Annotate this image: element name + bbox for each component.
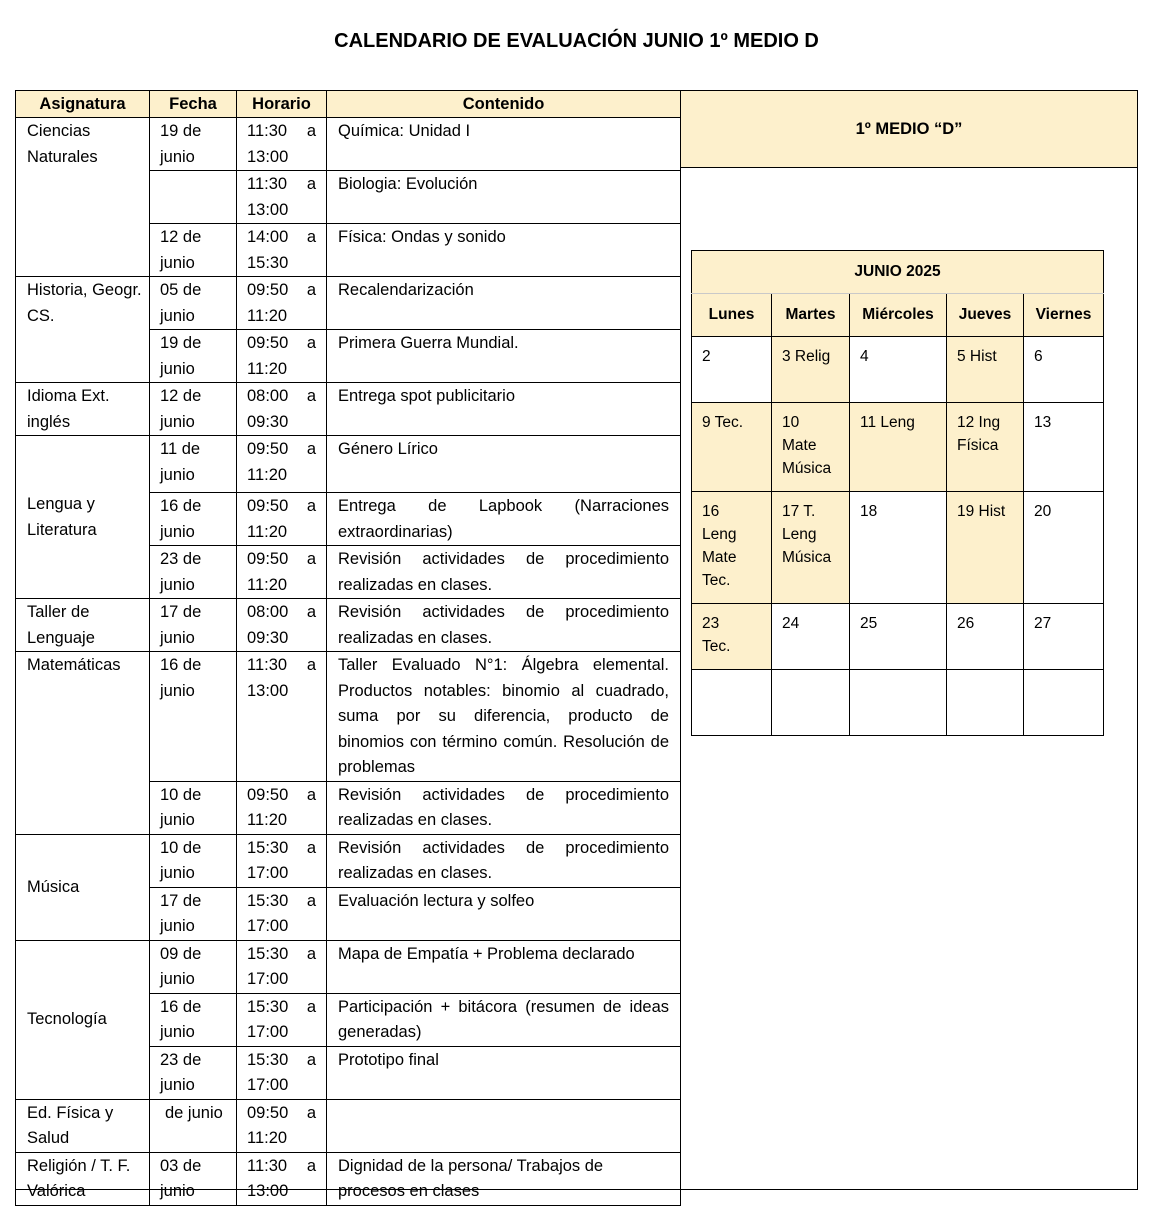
time-sep: a	[306, 997, 316, 1016]
page-title: CALENDARIO DE EVALUACIÓN JUNIO 1º MEDIO D	[334, 30, 819, 52]
time-to: 15:30	[247, 253, 289, 272]
table-row	[16, 118, 681, 171]
time-to: 11:20	[247, 359, 288, 378]
calendar-week	[692, 337, 1104, 403]
date-cell: 16 de junio	[150, 493, 237, 546]
time-from: 11:30	[247, 122, 288, 140]
date-cell: 10 de junio	[150, 834, 237, 887]
time-sep: a	[306, 440, 316, 458]
time-cell	[237, 834, 327, 887]
time-sep: a	[306, 656, 316, 674]
time-cell	[237, 171, 327, 224]
time-to: 13:00	[247, 1182, 289, 1200]
time-sep: a	[306, 122, 316, 140]
calendar-week	[692, 492, 1104, 604]
time-sep: a	[306, 1050, 316, 1069]
content-cell: Dignidad de la persona/ Trabajos de procesos en clases	[327, 1152, 681, 1205]
time-sep: a	[306, 1103, 316, 1122]
header-content: Contenido	[327, 91, 681, 118]
content-cell: Participación + bitácora (resumen de ideas generadas)	[327, 993, 681, 1046]
calendar-day: 25	[850, 604, 947, 670]
subject-cell: Historia, Geogr. CS.	[16, 277, 150, 383]
content-cell: Género Lírico	[327, 436, 681, 493]
date-cell: 17 de junio	[150, 887, 237, 940]
time-to: 09:30	[247, 628, 289, 647]
time-to: 17:00	[247, 917, 289, 935]
content-cell: Entrega spot publicitario	[327, 383, 681, 436]
table-row	[16, 436, 681, 493]
table-row	[16, 834, 681, 887]
time-sep: a	[306, 891, 316, 910]
time-from: 09:50	[247, 497, 289, 515]
time-sep: a	[306, 228, 316, 246]
calendar-day: 11 Leng	[850, 403, 947, 492]
date-cell: 12 de junio	[150, 383, 237, 436]
content-cell: Mapa de Empatía + Problema declarado	[327, 940, 681, 993]
time-sep: a	[306, 334, 316, 352]
content-cell: Primera Guerra Mundial.	[327, 330, 681, 383]
time-from: 08:00	[247, 603, 289, 621]
calendar-week	[692, 403, 1104, 492]
time-from: 09:50	[247, 281, 289, 299]
time-cell	[237, 277, 327, 330]
calendar-day: 20	[1024, 492, 1104, 604]
calendar-week	[692, 670, 1104, 736]
table-row	[16, 277, 681, 330]
date-cell: 10 de junio	[150, 781, 237, 834]
calendar-day	[947, 670, 1024, 736]
subject-cell: Idioma Ext. inglés	[16, 383, 150, 436]
day-header-tuesday: Martes	[772, 294, 850, 337]
date-cell: 03 de junio	[150, 1152, 237, 1205]
time-to: 11:20	[247, 465, 288, 484]
calendar-day: 2	[692, 337, 772, 403]
time-sep: a	[306, 785, 316, 804]
date-cell: 19 de junio	[150, 330, 237, 383]
time-sep: a	[306, 550, 316, 568]
calendar-day: 12 Ing Física	[947, 403, 1024, 492]
date-cell: 16 de junio	[150, 993, 237, 1046]
table-row	[16, 383, 681, 436]
content-cell: Recalendarización	[327, 277, 681, 330]
subject-cell: Matemáticas	[16, 652, 150, 835]
calendar-day: 17 T. Leng Música	[772, 492, 850, 604]
time-sep: a	[306, 387, 316, 405]
time-from: 15:30	[247, 997, 289, 1016]
time-sep: a	[306, 944, 316, 963]
content-cell: Biologia: Evolución	[327, 171, 681, 224]
content-cell: Revisión actividades de procedimiento realizadas en clases.	[327, 599, 681, 652]
time-to: 17:00	[247, 1023, 289, 1041]
time-from: 15:30	[247, 838, 289, 857]
time-sep: a	[306, 281, 316, 299]
date-cell: 16 de junio	[150, 652, 237, 782]
time-sep: a	[306, 497, 316, 515]
day-header-thursday: Jueves	[947, 294, 1024, 337]
calendar-day: 18	[850, 492, 947, 604]
time-from: 11:30	[247, 175, 288, 193]
calendar-day	[850, 670, 947, 736]
calendar-day: 27	[1024, 604, 1104, 670]
date-cell: 23 de junio	[150, 546, 237, 599]
calendar-day: 6	[1024, 337, 1104, 403]
time-cell	[237, 940, 327, 993]
calendar-day: 13	[1024, 403, 1104, 492]
time-sep: a	[306, 838, 316, 857]
time-from: 11:30	[247, 1156, 288, 1175]
table-row	[16, 940, 681, 993]
time-cell	[237, 1099, 327, 1152]
time-from: 15:30	[247, 944, 289, 963]
content-cell: Prototipo final	[327, 1046, 681, 1099]
time-to: 09:30	[247, 412, 289, 431]
calendar-day: 5 Hist	[947, 337, 1024, 403]
header-time: Horario	[237, 91, 327, 118]
time-cell	[237, 993, 327, 1046]
subject-cell: Música	[16, 834, 150, 940]
date-cell: 12 de junio	[150, 224, 237, 277]
time-to: 13:00	[247, 200, 289, 219]
content-cell: Evaluación lectura y solfeo	[327, 887, 681, 940]
time-to: 17:00	[247, 1076, 289, 1094]
day-header-wednesday: Miércoles	[850, 294, 947, 337]
date-cell: 05 de junio	[150, 277, 237, 330]
content-cell: Revisión actividades de procedimiento realizadas en clases.	[327, 781, 681, 834]
calendar-day	[692, 670, 772, 736]
day-header-friday: Viernes	[1024, 294, 1104, 337]
time-from: 14:00	[247, 228, 289, 246]
date-cell: 17 de junio	[150, 599, 237, 652]
time-to: 11:20	[247, 811, 288, 829]
calendar-day: 23 Tec.	[692, 604, 772, 670]
calendar-day: 3 Relig	[772, 337, 850, 403]
calendar-day: 4	[850, 337, 947, 403]
content-cell: Entrega de Lapbook (Narraciones extraordinarias)	[327, 493, 681, 546]
date-cell	[150, 171, 237, 224]
time-cell	[237, 330, 327, 383]
time-to: 13:00	[247, 681, 289, 700]
time-cell	[237, 1152, 327, 1205]
time-cell	[237, 887, 327, 940]
header-date: Fecha	[150, 91, 237, 118]
subject-cell: Ed. Física y Salud	[16, 1099, 150, 1152]
time-cell	[237, 224, 327, 277]
table-row	[16, 1152, 681, 1205]
calendar-week	[692, 604, 1104, 670]
time-from: 09:50	[247, 1103, 289, 1122]
time-from: 09:50	[247, 785, 289, 804]
june-calendar	[691, 250, 1104, 736]
time-cell	[237, 781, 327, 834]
calendar-day	[772, 670, 850, 736]
subject-cell: Lengua y Literatura	[16, 436, 150, 599]
evaluation-table	[15, 90, 681, 1206]
time-to: 17:00	[247, 864, 289, 882]
course-header: 1º MEDIO “D”	[680, 91, 1137, 168]
time-from: 11:30	[247, 656, 288, 674]
subject-cell: Taller de Lenguaje	[16, 599, 150, 652]
calendar-day: 16 Leng Mate Tec.	[692, 492, 772, 604]
time-from: 09:50	[247, 550, 289, 568]
date-cell: de junio	[150, 1099, 237, 1152]
time-cell	[237, 436, 327, 493]
time-to: 13:00	[247, 147, 289, 166]
calendar-day	[1024, 670, 1104, 736]
time-cell	[237, 118, 327, 171]
date-cell: 23 de junio	[150, 1046, 237, 1099]
time-to: 11:20	[247, 575, 288, 594]
time-to: 11:20	[247, 1129, 288, 1147]
content-cell: Química: Unidad I	[327, 118, 681, 171]
time-from: 09:50	[247, 334, 289, 352]
time-cell	[237, 383, 327, 436]
content-cell: Revisión actividades de procedimiento realizadas en clases.	[327, 546, 681, 599]
time-from: 15:30	[247, 891, 289, 910]
time-cell	[237, 599, 327, 652]
content-cell: Taller Evaluado N°1: Álgebra elemental. Productos notables: binomio al cuadrado, suma por su diferencia, producto de binomios con término común. Resolución de problemas	[327, 652, 681, 782]
time-cell	[237, 1046, 327, 1099]
calendar-title: JUNIO 2025	[692, 251, 1104, 294]
header-subject: Asignatura	[16, 91, 150, 118]
subject-cell: Ciencias Naturales	[16, 118, 150, 277]
calendar-day: 19 Hist	[947, 492, 1024, 604]
time-cell	[237, 652, 327, 782]
content-cell: Revisión actividades de procedimiento realizadas en clases.	[327, 834, 681, 887]
content-cell	[327, 1099, 681, 1152]
time-from: 08:00	[247, 387, 289, 405]
table-row	[16, 652, 681, 782]
time-to: 11:20	[247, 306, 288, 325]
date-cell: 11 de junio	[150, 436, 237, 493]
time-from: 15:30	[247, 1050, 289, 1069]
time-sep: a	[306, 603, 316, 621]
time-cell	[237, 546, 327, 599]
time-sep: a	[306, 175, 316, 193]
table-row	[16, 1099, 681, 1152]
time-from: 09:50	[247, 440, 289, 458]
content-cell: Física: Ondas y sonido	[327, 224, 681, 277]
calendar-day: 26	[947, 604, 1024, 670]
table-row	[16, 599, 681, 652]
time-cell	[237, 493, 327, 546]
time-to: 17:00	[247, 970, 289, 988]
time-sep: a	[306, 1156, 316, 1175]
calendar-day: 24	[772, 604, 850, 670]
date-cell: 19 de junio	[150, 118, 237, 171]
subject-cell: Tecnología	[16, 940, 150, 1099]
time-to: 11:20	[247, 522, 288, 541]
subject-cell: Religión / T. F. Valórica	[16, 1152, 150, 1205]
day-header-monday: Lunes	[692, 294, 772, 337]
calendar-day: 9 Tec.	[692, 403, 772, 492]
calendar-day: 10 Mate Música	[772, 403, 850, 492]
date-cell: 09 de junio	[150, 940, 237, 993]
